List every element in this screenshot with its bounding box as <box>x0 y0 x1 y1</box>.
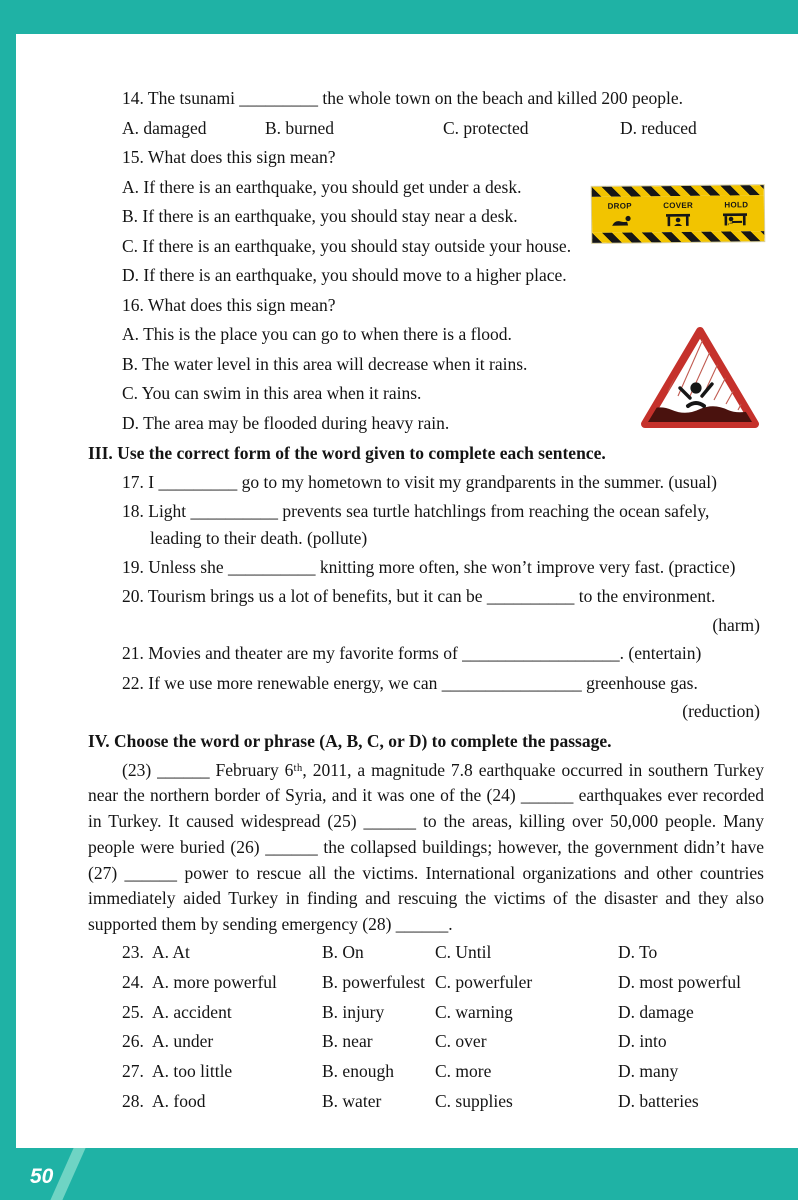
drop-person-icon <box>606 213 636 227</box>
q28-number: 28. <box>122 1091 144 1112</box>
hazard-stripe-bottom <box>592 231 764 243</box>
q14-option-c: C. protected <box>443 117 529 138</box>
q15-option-b: B. If there is an earthquake, you should stay near a desk. <box>122 206 518 226</box>
question-14: 14. The tsunami _________ the whole town on the beach and killed 200 people. <box>122 88 684 108</box>
earthquake-sign-image <box>592 185 765 243</box>
q23-option-d: D. To <box>618 942 658 963</box>
q26-option-b: B. near <box>322 1031 373 1052</box>
q15-option-c: C. If there is an earthquake, you should stay outside your house. <box>122 235 572 256</box>
item-20: 20. Tourism brings us a lot of benefits, but it can be __________ to the environment. <box>122 586 716 606</box>
item-22-word: (reduction) <box>682 701 760 721</box>
q15-option-a: A. If there is an earthquake, you should get under a desk. <box>122 176 522 197</box>
hold-label: HOLD <box>724 200 749 210</box>
q28-option-d: D. batteries <box>618 1091 699 1112</box>
q23-option-c: C. Until <box>435 942 492 963</box>
cloze-passage: (23) ______ February 6ᵗʰ, 2011, a magnitude 7.8 earthquake occurred in southern Turkey near the northern border of Syria, and it was one of the (24) ______ earthquakes ever recorded in Turkey. It caused widespread (25) ______ to the areas, killing over 50,000 people. Many people were buried (26) ______ the collapsed buildings; however, the government didn’t have (27) ______ power to rescue all the victims. International organizations and other countries immediately aided Turkey in finding and rescuing the victims of the disaster and they also supported them by sending emergency (28) ______. <box>88 759 764 935</box>
q23-number: 23. <box>122 942 144 963</box>
q24-number: 24. <box>122 971 144 992</box>
q27-option-d: D. many <box>618 1061 679 1082</box>
q26-option-a: A. under <box>152 1031 214 1052</box>
flood-warning-sign-image <box>638 326 762 430</box>
mcq-row-27 <box>122 1057 764 1087</box>
bottom-band <box>0 1148 798 1200</box>
mcq-row-24 <box>122 968 764 998</box>
page-number: 50 <box>30 1165 54 1188</box>
q24-option-b: B. powerfulest <box>322 971 426 992</box>
q14-option-d: D. reduced <box>620 117 697 138</box>
question-16: 16. What does this sign mean? <box>122 294 336 315</box>
q27-option-c: C. more <box>435 1061 492 1082</box>
q25-number: 25. <box>122 1001 144 1022</box>
mcq-row-26 <box>122 1027 764 1057</box>
q16-option-c: C. You can swim in this area when it rains. <box>122 383 422 403</box>
q26-number: 26. <box>122 1031 144 1052</box>
q24-option-a: A. more powerful <box>152 971 277 992</box>
section-4-heading: IV. Choose the word or phrase (A, B, C, or D) to complete the passage. <box>88 730 612 751</box>
q16-option-b: B. The water level in this area will decrease when it rains. <box>122 353 528 374</box>
item-18: 18. Light __________ prevents sea turtle hatchlings from reaching the ocean safely, leading to their death. (pollute) <box>122 500 710 548</box>
mcq-row-23 <box>122 938 764 968</box>
left-band <box>0 0 16 1200</box>
q27-option-b: B. enough <box>322 1061 394 1082</box>
q23-option-b: B. On <box>322 942 364 963</box>
question-15: 15. What does this sign mean? <box>122 147 336 167</box>
question-14-options <box>88 114 764 144</box>
mcq-row-28 <box>122 1087 764 1117</box>
q28-option-a: A. food <box>152 1091 206 1112</box>
q28-option-b: B. water <box>322 1091 382 1112</box>
top-band <box>0 0 798 34</box>
q24-option-c: C. powerfuler <box>435 971 533 992</box>
mcq-row-25 <box>122 998 764 1028</box>
item-22: 22. If we use more renewable energy, we can ________________ greenhouse gas. <box>122 672 698 693</box>
q27-option-a: A. too little <box>152 1061 233 1082</box>
q25-option-d: D. damage <box>618 1001 694 1022</box>
cover-under-table-icon <box>663 213 693 227</box>
q28-option-c: C. supplies <box>435 1091 513 1112</box>
q27-number: 27. <box>122 1061 144 1082</box>
q23-option-a: A. At <box>152 942 190 963</box>
item-17: 17. I _________ go to my hometown to visit my grandparents in the summer. (usual) <box>122 472 717 492</box>
earthquake-sign-body <box>592 195 764 233</box>
item-19: 19. Unless she __________ knitting more often, she won’t improve very fast. (practice) <box>122 556 736 577</box>
hold-table-leg-icon <box>720 212 750 226</box>
q16-option-a: A. This is the place you can go to when there is a flood. <box>122 324 512 344</box>
section-3-heading: III. Use the correct form of the word given to complete each sentence. <box>88 443 606 463</box>
q16-option-d: D. The area may be flooded during heavy rain. <box>122 412 450 433</box>
drop-label: DROP <box>607 201 632 211</box>
item-20-word: (harm) <box>712 614 760 635</box>
q24-option-d: D. most powerful <box>618 971 741 992</box>
q15-option-d: D. If there is an earthquake, you should move to a higher place. <box>122 265 567 285</box>
cover-label: COVER <box>663 200 694 211</box>
q25-option-c: C. warning <box>435 1001 513 1022</box>
q14-option-b: B. burned <box>265 117 335 138</box>
q25-option-b: B. injury <box>322 1001 385 1022</box>
q26-option-d: D. into <box>618 1031 667 1052</box>
q14-option-a: A. damaged <box>122 117 207 138</box>
q26-option-c: C. over <box>435 1031 487 1052</box>
item-21: 21. Movies and theater are my favorite forms of __________________. (entertain) <box>122 643 702 663</box>
q25-option-a: A. accident <box>152 1001 232 1022</box>
